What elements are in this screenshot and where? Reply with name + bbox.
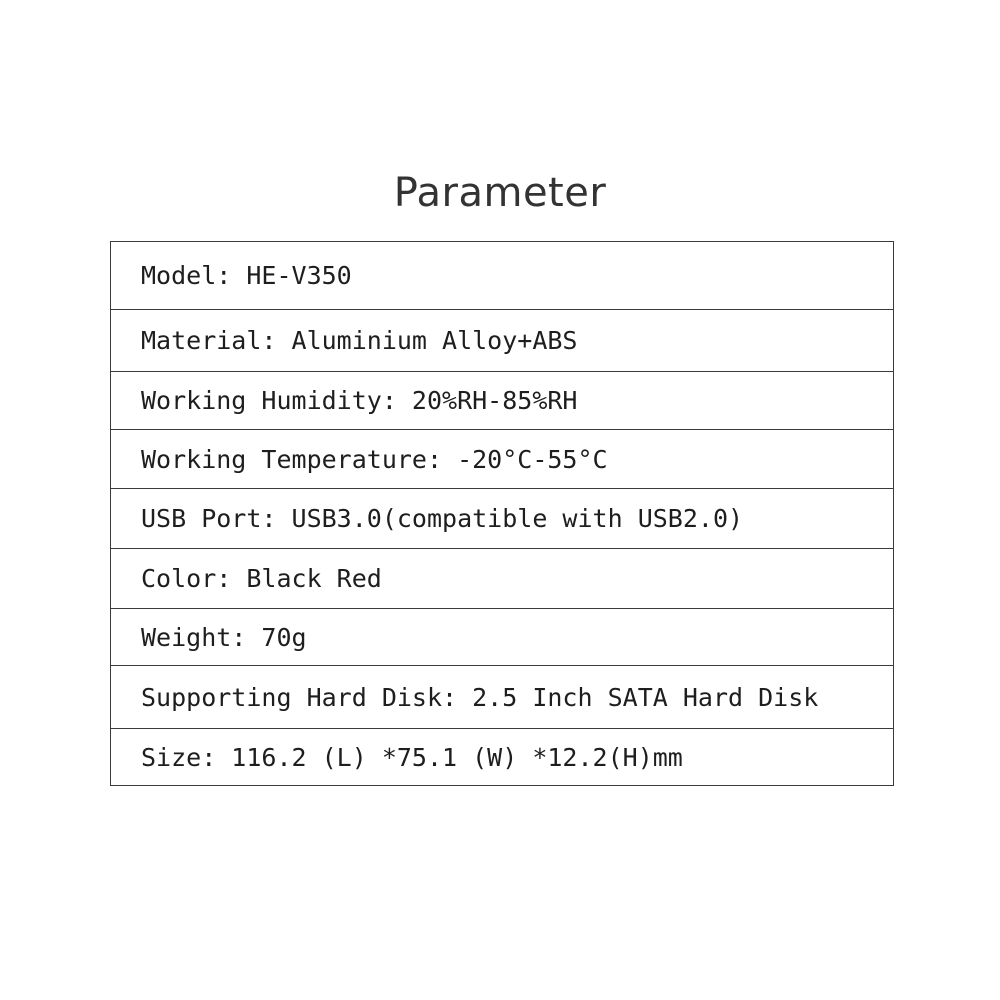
param-row-color: Color: Black Red [111,549,893,609]
param-row-hard-disk: Supporting Hard Disk: 2.5 Inch SATA Hard Disk [111,666,893,729]
param-row-size: Size: 116.2 (L) *75.1 (W) *12.2(H)mm [141,742,683,772]
param-row-usb-port: USB Port: USB3.0(compatible with USB2.0) [111,489,893,549]
param-row-material: Material: Aluminium Alloy+ABS [111,310,893,372]
param-row-model: Model: HE-V350 [111,242,893,310]
param-row-temperature: Working Temperature: -20°C-55°C [111,430,893,489]
page-title: Parameter [393,170,607,216]
param-row-weight: Weight: 70g [111,609,893,666]
param-row-humidity: Working Humidity: 20%RH-85%RH [111,372,893,430]
parameter-table [110,241,894,786]
